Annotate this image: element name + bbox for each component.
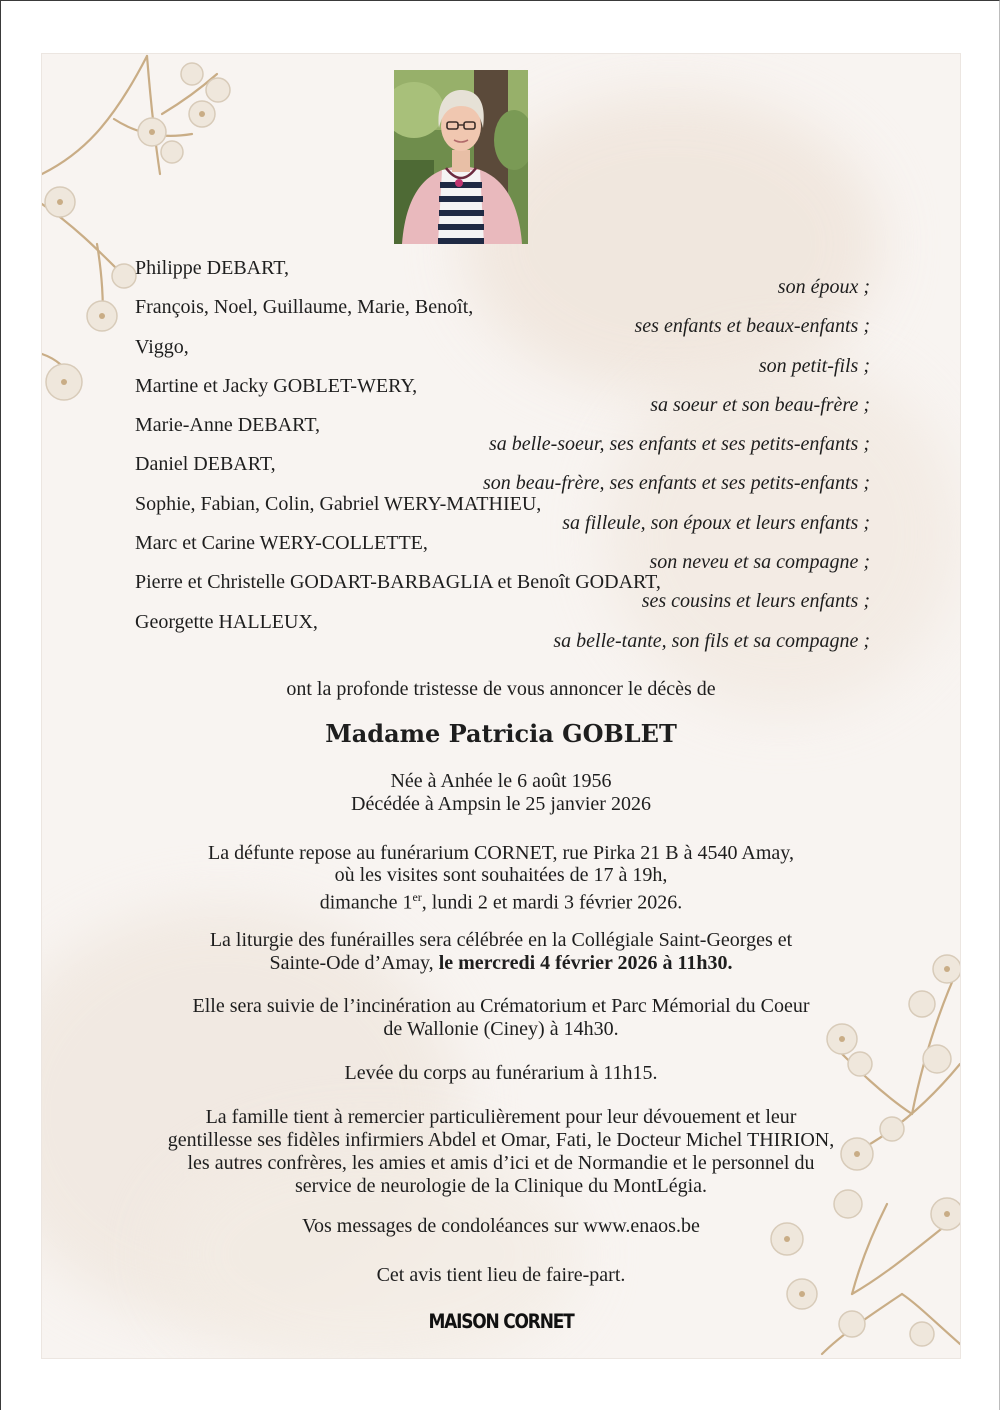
death-line: Décédée à Ampsin le 25 janvier 2026 [351,793,651,815]
maison-cornet-logo: MAISON CORNET [428,1310,574,1334]
repose-line: où les visites sont souhaitées de 17 à 19h, [334,864,668,886]
liturgy-datetime: le mercredi 4 février 2026 à 11h30. [438,952,733,974]
repose-info [42,842,960,914]
family-row [135,414,870,456]
family-relation: son beau-frère, ses enfants et ses petits-enfants ; [483,472,870,495]
family-row [135,493,870,532]
cremation-line: Elle sera suivie de l’incinération au Crématorium et Parc Mémorial du Coeur [192,995,810,1017]
birth-line: Née à Anhée le 6 août 1956 [390,770,612,792]
family-name: Georgette HALLEUX, [135,610,318,633]
family-row [135,611,870,650]
family-name: Sophie, Fabian, Colin, Gabriel WERY-MATHIEU, [135,492,542,515]
family-row [135,336,870,375]
liturgy-place: Sainte-Ode d’Amay, [269,952,434,974]
repose-line: La défunte repose au funérarium CORNET, rue Pirka 21 B à 4540 Amay, [208,842,794,864]
family-name: Daniel DEBART, [135,453,276,476]
repose-line [42,886,960,914]
family-relation: son époux ; [777,276,870,298]
family-name: Marc et Carine WERY-COLLETTE, [135,532,428,555]
portrait-photo [394,70,528,244]
family-row [135,257,870,296]
family-row [135,453,870,495]
cremation-info [42,995,960,1041]
family-row [135,532,870,574]
thanks-paragraph [42,1106,960,1198]
family-name: Viggo, [135,335,189,358]
family-name: Martine et Jacky GOBLET-WERY, [135,374,418,397]
deceased-name: Madame Patricia GOBLET [325,719,677,748]
levee-info: Levée du corps au funérarium à 11h15. [344,1062,658,1084]
family-name: Pierre et Christelle GODART-BARBAGLIA et Benoît GODART, [135,571,661,594]
announcement-text: ont la profonde tristesse de vous annoncer le décès de [286,678,716,700]
liturgy-line: La liturgie des funérailles sera célébrée en la Collégiale Saint-Georges et [209,929,793,951]
cremation-line: de Wallonie (Ciney) à 14h30. [383,1018,619,1040]
thanks-line: les autres confrères, les amies et amis d’ici et de Normandie et le personnel du [187,1152,815,1174]
family-relation: son petit-fils ; [758,354,870,377]
family-name: Philippe DEBART, [135,257,289,279]
thanks-line: service de neurologie de la Clinique du MontLégia. [294,1175,708,1197]
obituary-card [42,54,960,1358]
family-relation: sa soeur et son beau-frère ; [650,393,870,416]
family-relation: ses enfants et beaux-enfants ; [634,315,870,338]
family-name: Marie-Anne DEBART, [135,414,321,437]
family-row [135,375,870,414]
thanks-line: La famille tient à remercier particulièrement pour leur dévouement et leur [205,1106,797,1128]
repose-days-rest: , lundi 2 et mardi 3 février 2026. [421,891,683,914]
liturgy-line [42,952,960,975]
thanks-line: gentillesse ses fidèles infirmiers Abdel et Omar, Fati, le Docteur Michel THIRION, [167,1129,835,1151]
family-list [135,257,870,650]
faire-part-text: Cet avis tient lieu de faire-part. [376,1264,626,1286]
family-name: François, Noel, Guillaume, Marie, Benoît, [135,296,474,319]
life-dates [42,770,960,816]
family-relation: sa belle-soeur, ses enfants et ses petits-enfants ; [488,433,870,456]
condolences-text: Vos messages de condoléances sur www.enaos.be [302,1215,700,1237]
liturgy-info [42,929,960,975]
family-relation: sa belle-tante, son fils et sa compagne ; [553,629,870,652]
repose-day: dimanche 1 [319,891,413,914]
family-relation: son neveu et sa compagne ; [649,551,870,574]
family-row [135,296,870,338]
family-relation: sa filleule, son époux et leurs enfants ; [562,511,870,534]
family-row [135,571,870,613]
repose-superscript: er [412,890,422,904]
family-relation: ses cousins et leurs enfants ; [641,590,870,613]
